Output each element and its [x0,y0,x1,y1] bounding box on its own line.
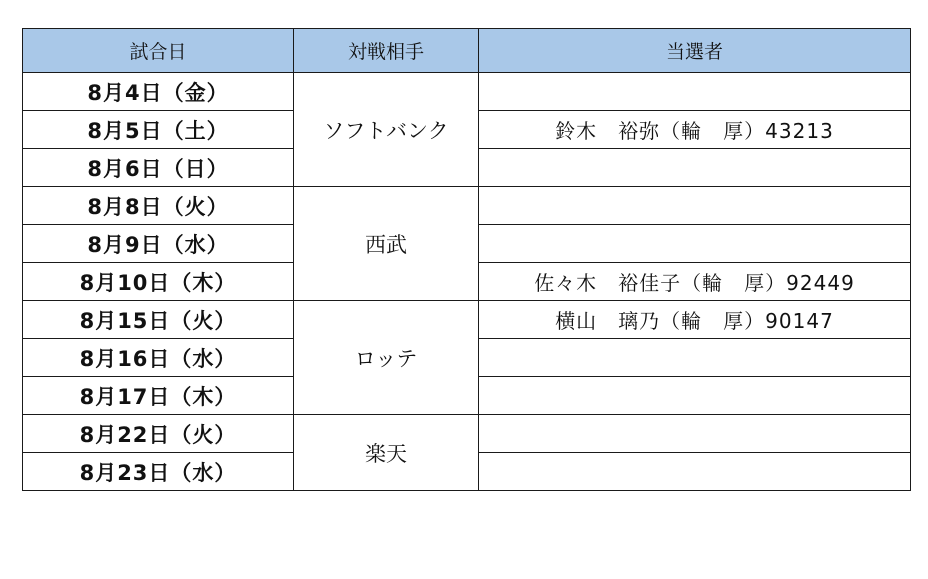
winner-cell: 鈴木 裕弥（輪 厚）43213 [479,111,911,149]
winner-cell: 佐々木 裕佳子（輪 厚）92449 [479,263,911,301]
header-row [23,29,911,73]
winner-cell [479,415,911,453]
date-cell: 8月16日（水） [23,339,294,377]
table-row [23,187,911,225]
opponent-cell: 楽天 [294,415,479,491]
table-row [23,73,911,111]
header-opponent: 対戦相手 [294,29,479,73]
date-cell: 8月17日（木） [23,377,294,415]
date-cell: 8月8日（火） [23,187,294,225]
header-date: 試合日 [23,29,294,73]
winner-cell [479,225,911,263]
winner-cell [479,453,911,491]
date-cell: 8月15日（火） [23,301,294,339]
opponent-cell: ロッテ [294,301,479,415]
winner-cell: 横山 璃乃（輪 厚）90147 [479,301,911,339]
winner-cell [479,377,911,415]
date-cell: 8月4日（金） [23,73,294,111]
winner-cell [479,149,911,187]
opponent-cell: ソフトバンク [294,73,479,187]
date-cell: 8月5日（土） [23,111,294,149]
winner-cell [479,187,911,225]
date-cell: 8月22日（火） [23,415,294,453]
winner-cell [479,339,911,377]
table-row [23,301,911,339]
table-row [23,415,911,453]
winners-schedule-table [22,28,911,491]
opponent-cell: 西武 [294,187,479,301]
date-cell: 8月10日（木） [23,263,294,301]
date-cell: 8月6日（日） [23,149,294,187]
date-cell: 8月9日（水） [23,225,294,263]
winner-cell [479,73,911,111]
header-winner: 当選者 [479,29,911,73]
date-cell: 8月23日（水） [23,453,294,491]
